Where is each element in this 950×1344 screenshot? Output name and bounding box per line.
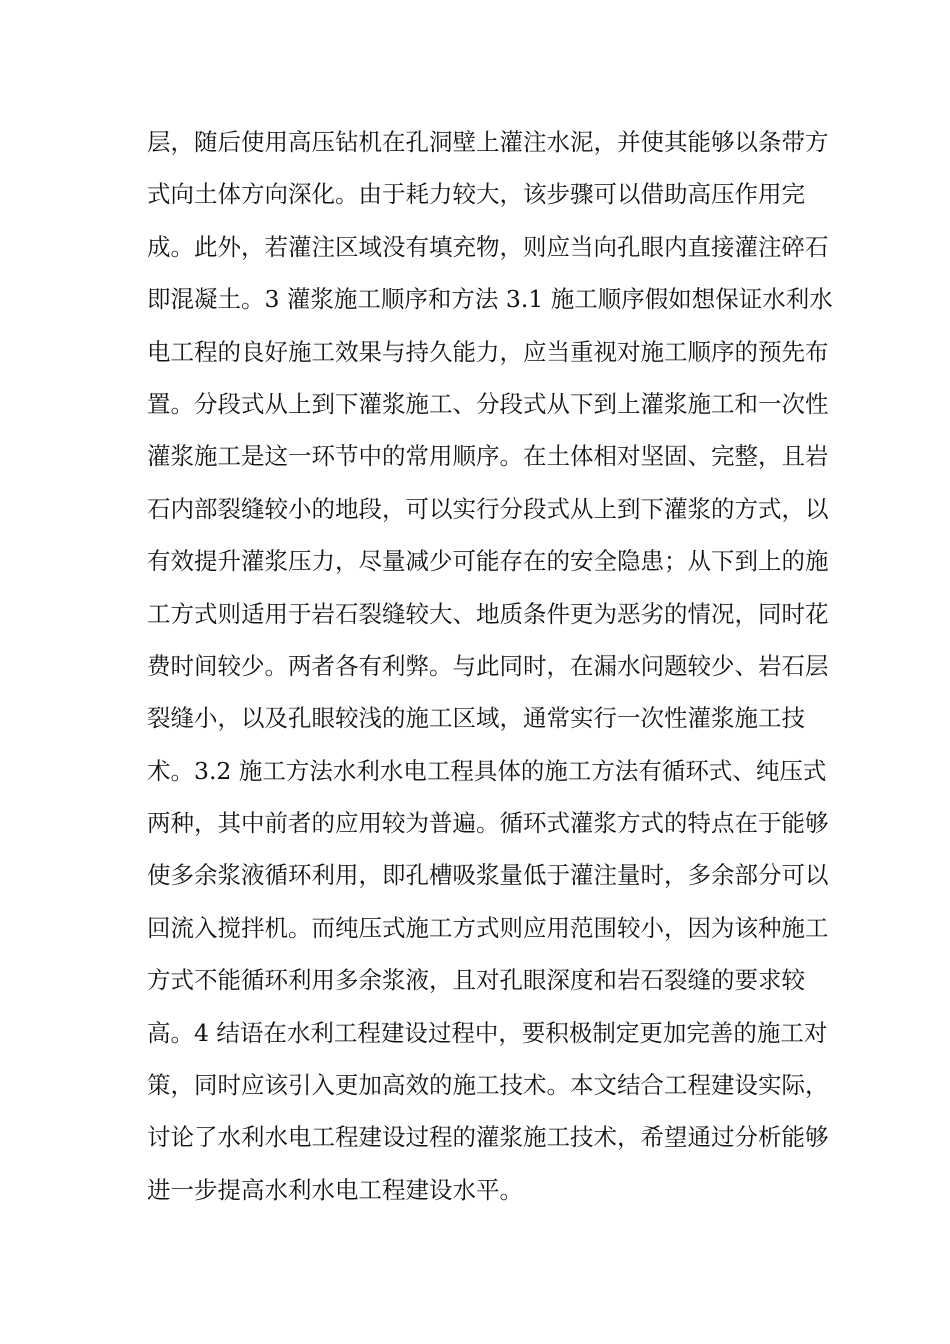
text-line: 电工程的良好施工效果与持久能力，应当重视对施工顺序的预先布 [147, 337, 829, 366]
text-line: 灌浆施工是这一环节中的常用顺序。在土体相对坚固、完整，且岩 [147, 442, 829, 471]
text-line: 使多余浆液循环利用，即孔槽吸浆量低于灌注量时，多余部分可以 [147, 861, 829, 890]
text-line: 方式不能循环利用多余浆液，且对孔眼深度和岩石裂缝的要求较 [147, 966, 805, 995]
text-line: 进一步提高水利水电工程建设水平。 [147, 1175, 523, 1204]
text-line: 讨论了水利水电工程建设过程的灌浆施工技术，希望通过分析能够 [147, 1123, 829, 1152]
text-line: 高。4 结语在水利工程建设过程中，要积极制定更加完善的施工对 [147, 1018, 828, 1047]
text-line: 石内部裂缝较小的地段，可以实行分段式从上到下灌浆的方式，以 [147, 494, 829, 523]
text-line: 即混凝土。3 灌浆施工顺序和方法 3.1 施工顺序假如想保证水利水 [147, 285, 833, 314]
text-line: 策，同时应该引入更加高效的施工技术。本文结合工程建设实际， [147, 1071, 829, 1100]
text-line: 回流入搅拌机。而纯压式施工方式则应用范围较小，因为该种施工 [147, 913, 829, 942]
text-line: 费时间较少。两者各有利弊。与此同时，在漏水问题较少、岩石层 [147, 651, 829, 680]
text-line: 成。此外，若灌注区域没有填充物，则应当向孔眼内直接灌注碎石 [147, 232, 829, 261]
body-text [147, 116, 833, 1216]
text-line: 术。3.2 施工方法水利水电工程具体的施工方法有循环式、纯压式 [147, 756, 827, 785]
text-line: 置。分段式从上到下灌浆施工、分段式从下到上灌浆施工和一次性 [147, 389, 829, 418]
text-line: 层，随后使用高压钻机在孔洞壁上灌注水泥，并使其能够以条带方 [147, 128, 829, 156]
text-line: 有效提升灌浆压力，尽量减少可能存在的安全隐患；从下到上的施 [147, 547, 829, 576]
text-line: 两种，其中前者的应用较为普遍。循环式灌浆方式的特点在于能够 [147, 809, 829, 838]
text-line: 裂缝小，以及孔眼较浅的施工区域，通常实行一次性灌浆施工技 [147, 704, 805, 733]
text-line: 式向土体方向深化。由于耗力较大，该步骤可以借助高压作用完 [147, 180, 805, 209]
text-line: 工方式则适用于岩石裂缝较大、地质条件更为恶劣的情况，同时花 [147, 599, 829, 628]
